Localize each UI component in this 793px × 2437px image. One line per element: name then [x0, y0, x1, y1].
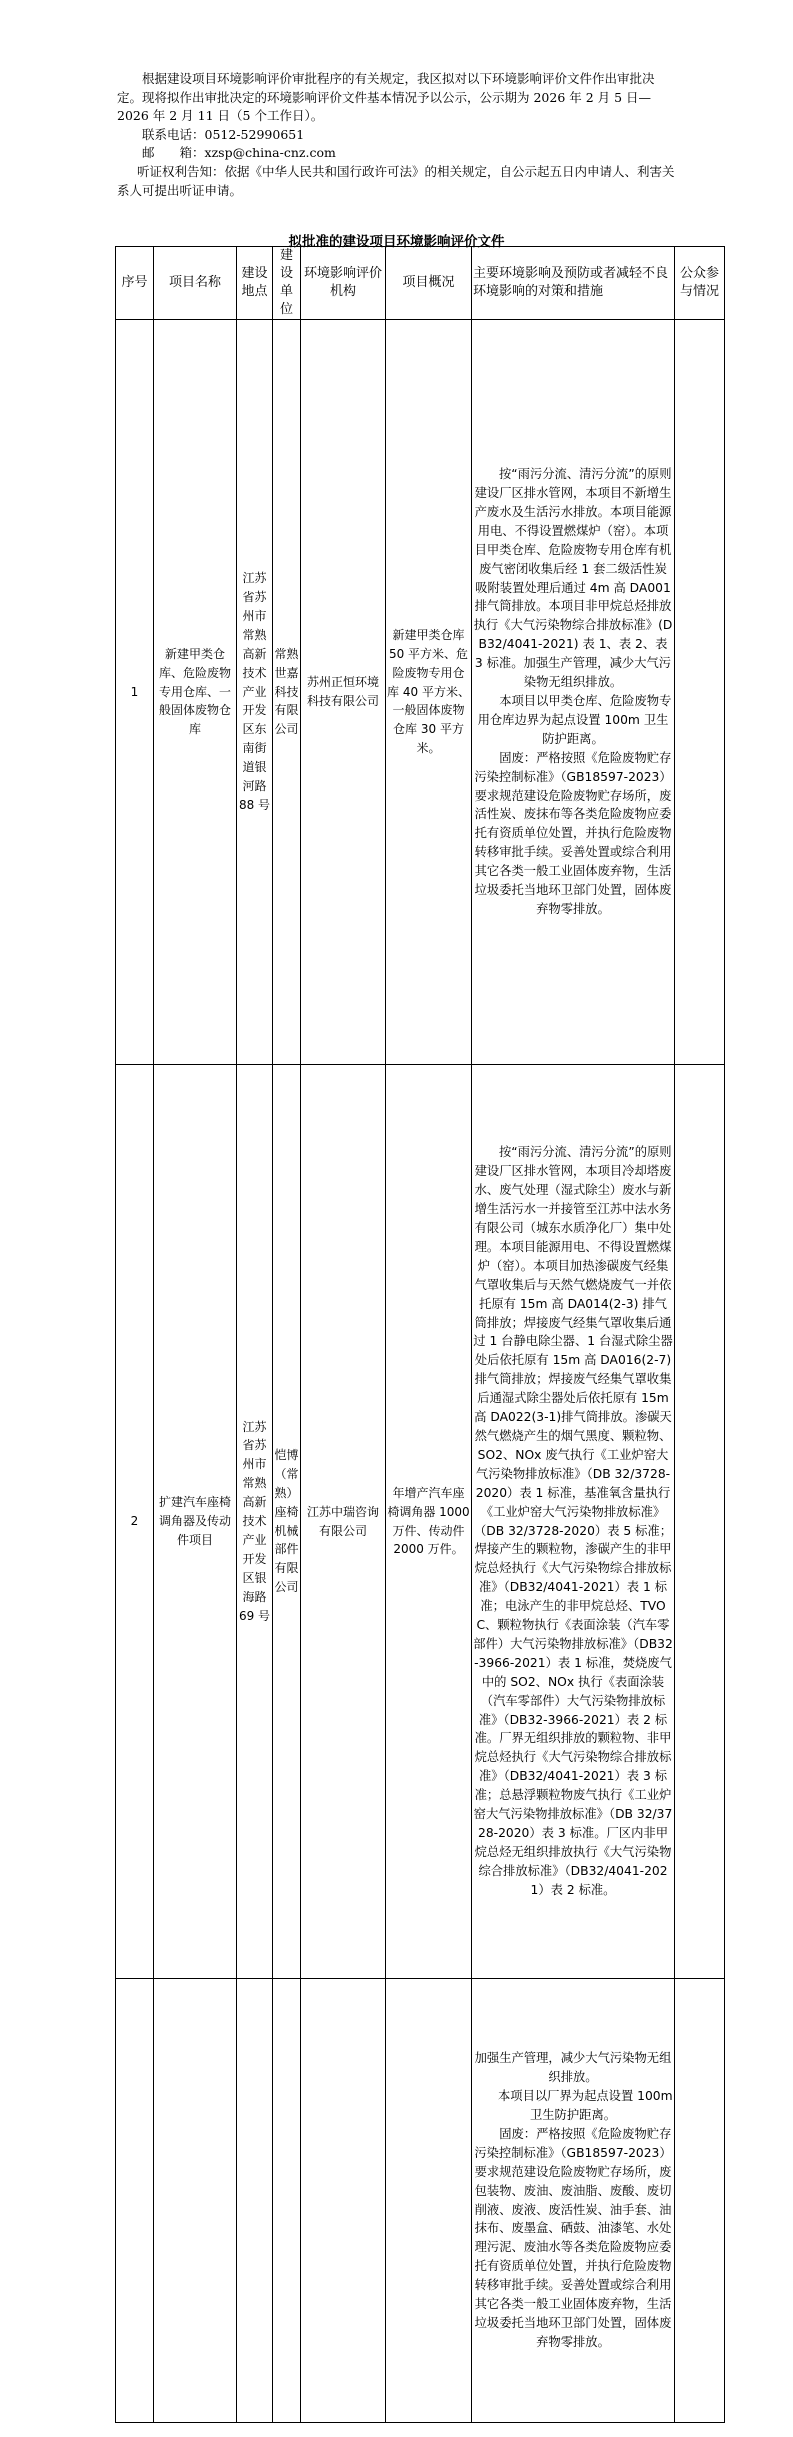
- header-location: 建设地点: [237, 247, 273, 320]
- intro-paragraph: 根据建设项目环境影响评价审批程序的有关规定，我区拟对以下环境影响评价文件作出审批决定。现将拟作出审批决定的环境影响评价文件基本情况予以公示，公示期为 2026 年 2 月 5 日—2026 年 2 月 11 日（5 个工作日）。: [117, 71, 655, 124]
- header-builder: 建设单位: [273, 247, 301, 320]
- cell-location: [237, 1979, 273, 2423]
- measures-paragraph: 按“雨污分流、清污分流”的原则建设厂区排水管网，本项目不新增生产废水及生活污水排放。本项目能源用电、不得设置燃煤炉（窑）。本项目甲类仓库、危险废物专用仓库有机废气密闭收集后经 1 套二级活性炭吸附装置处理后通过 4m 高 DA001 排气筒排放。本项目非甲烷总烃排放执行《大气污染物综合排放标准》(DB32/4041-2021) 表 1、表 2、表 3 标准。加强生产管理，减少大气污染物无组织排放。: [473, 467, 673, 690]
- cell-overview: 新建甲类仓库 50 平方米、危险废物专用仓库 40 平方米、一般固体废物仓库 30 平方米。: [386, 320, 472, 1065]
- phone-value: 0512-52990651: [204, 126, 305, 142]
- cell-overview: [386, 1979, 472, 2423]
- cell-location: 江苏省苏州市常熟高新技术产业开发区银海路 69 号: [237, 1065, 273, 1979]
- email-label: 邮 箱：: [142, 145, 205, 161]
- table-header-row: [116, 247, 725, 320]
- cell-eia-agency: 苏州正恒环境科技有限公司: [301, 320, 386, 1065]
- cell-public-participation: [675, 1065, 725, 1979]
- header-name: 项目名称: [154, 247, 237, 320]
- cell-builder: 常熟世嘉科技有限公司: [273, 320, 301, 1065]
- table-title: 拟批准的建设项目环境影响评价文件: [288, 234, 505, 250]
- email-value[interactable]: xzsp@china-cnz.com: [204, 145, 336, 161]
- cell-measures: [472, 1979, 675, 2423]
- cell-name: 新建甲类仓库、危险废物专用仓库、一般固体废物仓库: [154, 320, 237, 1065]
- cell-public-participation: [675, 320, 725, 1065]
- intro-section: [117, 70, 677, 200]
- measures-paragraph: 按“雨污分流、清污分流”的原则建设厂区排水管网，本项目冷却塔废水、废气处理（湿式除尘）废水与新增生活污水一并接管至江苏中法水务有限公司（城东水质净化厂）集中处理。本项目能源用电、不得设置燃煤炉（窑）。本项目加热渗碳废气经集气罩收集后与天然气燃烧废气一并依托原有 15m 高 DA014(2-3) 排气筒排放；焊接废气经集气罩收集后通过 1 台静电除尘器、1 台湿式除尘器处后依托原有 15m 高 DA016(2-7) 排气筒排放；焊接废气经集气罩收集后通湿式除尘器处后依托原有 15m 高 DA022(3-1)排气筒排放。渗碳天然气燃烧产生的烟气黑度、颗粒物、SO2、NOx 废气执行《工业炉窑大气污染物排放标准》（DB 32/3728-2020）表 1 标准，基准氧含量执行《工业炉窑大气污染物排放标准》（DB 32/3728-2020）表 5 标准；焊接产生的颗粒物，渗碳产生的非甲烷总烃执行《大气污染物综合排放标准》（DB32/4041-2021）表 1 标准；电泳产生的非甲烷总烃、TVOC、颗粒物执行《表面涂装（汽车零部件）大气污染物排放标准》（DB32-3966-2021）表 1 标准，焚烧废气中的 SO2、NOx 执行《表面涂装（汽车零部件）大气污染物排放标准》（DB32-3966-2021）表 2 标准。厂界无组织排放的颗粒物、非甲烷总烃执行《大气污染物综合排放标准》（DB32/4041-2021）表 3 标准；总悬浮颗粒物废气执行《工业炉窑大气污染物排放标准》（DB 32/3728-2020）表 3 标准。厂区内非甲烷总烃无组织排放执行《大气污染物综合排放标准》（DB32/4041-2021）表 2 标准。: [473, 1145, 673, 1897]
- cell-public-participation: [675, 1979, 725, 2423]
- table-row: [116, 320, 725, 1065]
- cell-no: [116, 1979, 154, 2423]
- eia-table: [115, 246, 725, 2423]
- cell-name: [154, 1979, 237, 2423]
- measures-paragraph: 固废：严格按照《危险废物贮存污染控制标准》（GB18597-2023）要求规范建设危险废物贮存场所，废活性炭、废抹布等各类危险废物应委托有资质单位处置，并执行危险废物转移审批手续。妥善处置或综合利用其它各类一般工业固体废弃物，生活垃圾委托当地环卫部门处置，固体废弃物零排放。: [474, 750, 672, 916]
- cell-measures: [472, 320, 675, 1065]
- cell-overview: 年增产汽车座椅调角器 1000 万件、传动件 2000 万件。: [386, 1065, 472, 1979]
- phone-label: 联系电话：: [142, 126, 205, 142]
- cell-eia-agency: [301, 1979, 386, 2423]
- contact-phone: [117, 126, 677, 145]
- cell-builder: 恺博（常熟）座椅机械部件有限公司: [273, 1065, 301, 1979]
- table-row-continuation: [116, 1979, 725, 2423]
- header-measures: 主要环境影响及预防或者减轻不良环境影响的对策和措施: [472, 247, 675, 320]
- header-public-participation: 公众参与情况: [675, 247, 725, 320]
- measures-paragraph: 加强生产管理，减少大气污染物无组织排放。: [474, 2051, 672, 2085]
- contact-email: [117, 144, 677, 163]
- header-no: 序号: [116, 247, 154, 320]
- table-row: [116, 1065, 725, 1979]
- header-overview: 项目概况: [386, 247, 472, 320]
- cell-location: 江苏省苏州市常熟高新技术产业开发区东南街道银河路 88 号: [237, 320, 273, 1065]
- measures-paragraph: 本项目以厂界为起点设置 100m 卫生防护距离。: [497, 2089, 673, 2122]
- cell-no: 1: [116, 320, 154, 1065]
- cell-builder: [273, 1979, 301, 2423]
- hearing-notice: 听证权利告知：依据《中华人民共和国行政许可法》的相关规定，自公示起五日内申请人、利害关系人可提出听证申请。: [117, 163, 675, 198]
- cell-measures: [472, 1065, 675, 1979]
- measures-paragraph: 固废：严格按照《危险废物贮存污染控制标准》（GB18597-2023）要求规范建设危险废物贮存场所，废包装物、废油、废油脂、废酸、废切削液、废液、废活性炭、油手套、油抹布、废墨盒、硒鼓、油漆笔、水处理污泥、废油水等各类危险废物应委托有资质单位处置，并执行危险废物转移审批手续。妥善处置或综合利用其它各类一般工业固体废弃物，生活垃圾委托当地环卫部门处置，固体废弃物零排放。: [474, 2126, 672, 2349]
- header-eia-agency: 环境影响评价机构: [301, 247, 386, 320]
- cell-eia-agency: 江苏中瑞咨询有限公司: [301, 1065, 386, 1979]
- cell-name: 扩建汽车座椅调角器及传动件项目: [154, 1065, 237, 1979]
- cell-no: 2: [116, 1065, 154, 1979]
- measures-paragraph: 本项目以甲类仓库、危险废物专用仓库边界为起点设置 100m 卫生防护距离。: [477, 694, 672, 746]
